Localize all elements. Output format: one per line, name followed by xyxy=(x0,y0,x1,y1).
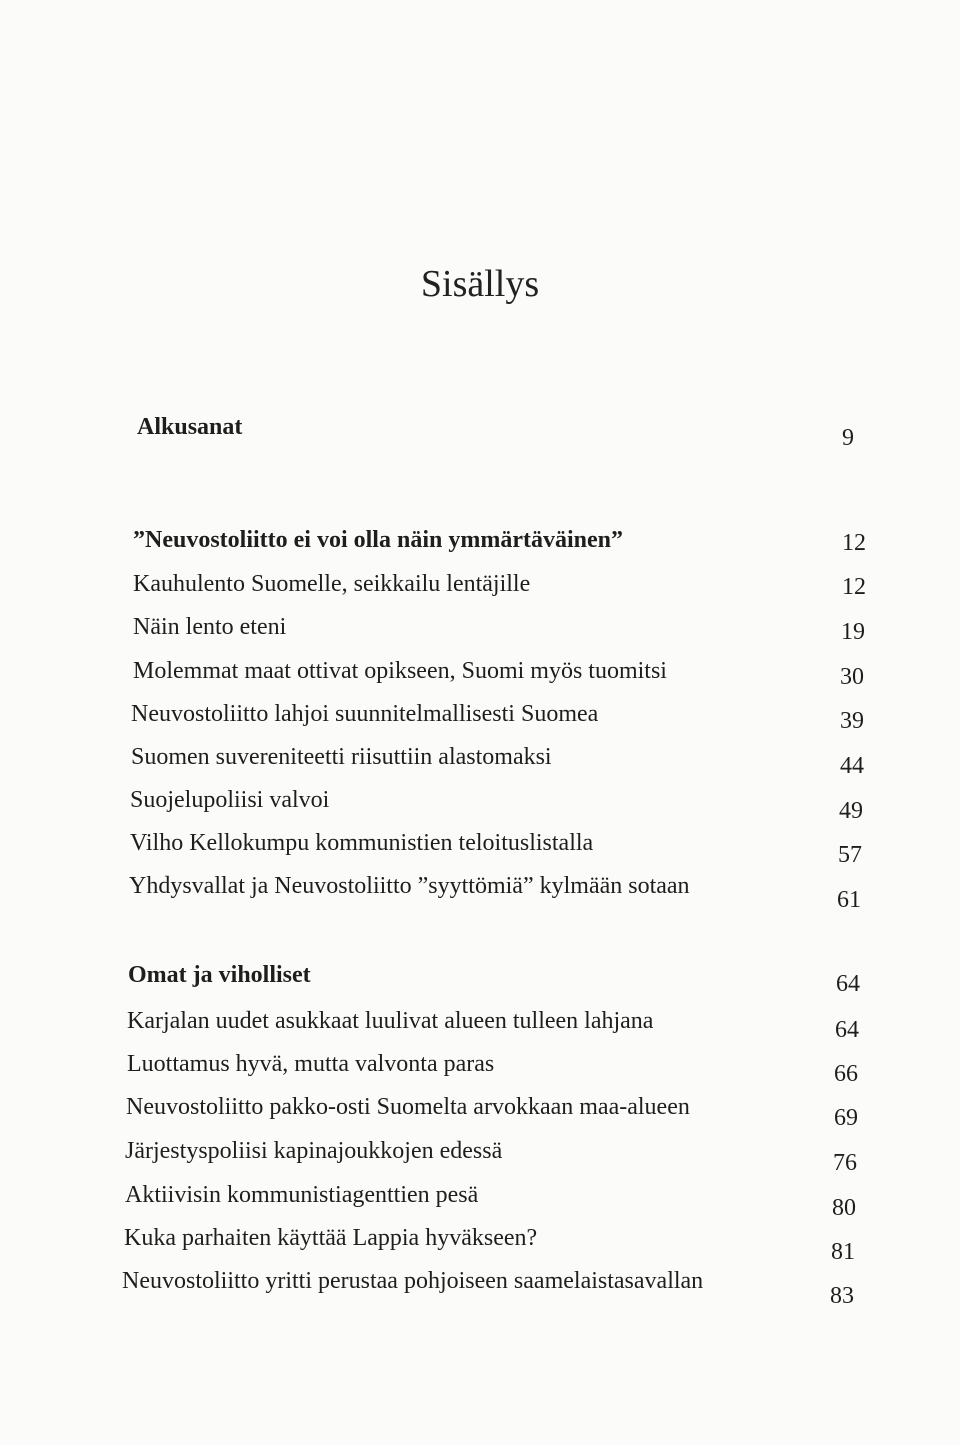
toc-entry-page: 83 xyxy=(830,1283,854,1309)
toc-entry-title: Molemmat maat ottivat opikseen, Suomi myös tuomitsi xyxy=(133,658,667,684)
toc-entry xyxy=(0,1094,960,1134)
toc-entry xyxy=(0,1008,960,1048)
toc-entry-page: 81 xyxy=(831,1239,855,1265)
toc-entry-page: 64 xyxy=(835,1017,859,1043)
toc-entry-title: Karjalan uudet asukkaat luulivat alueen tulleen lahjana xyxy=(127,1008,654,1034)
toc-section-heading xyxy=(0,527,960,567)
toc-entry-page: 39 xyxy=(840,708,864,734)
toc-entry-page: 69 xyxy=(834,1105,858,1131)
toc-entry-title: Suojelupoliisi valvoi xyxy=(130,787,330,813)
toc-entry-title: Vilho Kellokumpu kommunistien teloituslistalla xyxy=(130,830,594,856)
toc-entry-title: Suomen suvereniteetti riisuttiin alastomaksi xyxy=(131,744,552,770)
toc-entry-page: 19 xyxy=(841,619,865,645)
toc-entry-preface xyxy=(0,414,960,454)
toc-entry-title: Järjestyspoliisi kapinajoukkojen edessä xyxy=(125,1138,503,1164)
toc-entry-title: Näin lento eteni xyxy=(133,614,287,640)
toc-entry-page: 64 xyxy=(836,971,860,997)
toc-entry-page: 61 xyxy=(837,887,861,913)
toc-entry-page: 57 xyxy=(838,842,862,868)
toc-entry xyxy=(0,1051,960,1091)
toc-entry-title: Neuvostoliitto yritti perustaa pohjoiseen saamelaistasavallan xyxy=(122,1268,704,1294)
toc-entry-title: Aktiivisin kommunistiagenttien pesä xyxy=(125,1182,479,1208)
toc-entry xyxy=(0,571,960,611)
toc-entry-title: Neuvostoliitto lahjoi suunnitelmallisesti Suomea xyxy=(131,701,599,727)
toc-entry xyxy=(0,1225,960,1265)
toc-entry-title: Neuvostoliitto pakko-osti Suomelta arvokkaan maa-alueen xyxy=(126,1094,690,1120)
toc-entry xyxy=(0,744,960,784)
toc-entry xyxy=(0,614,960,654)
toc-entry-page: 80 xyxy=(832,1195,856,1221)
toc-entry-page: 49 xyxy=(839,798,863,824)
toc-entry-page: 66 xyxy=(834,1061,858,1087)
toc-entry-page: 44 xyxy=(840,753,864,779)
page-title: Sisällys xyxy=(420,263,540,305)
toc-entry xyxy=(0,873,960,913)
toc-entry-page: 30 xyxy=(840,664,864,690)
toc-entry xyxy=(0,830,960,870)
toc-entry-title: Luottamus hyvä, mutta valvonta paras xyxy=(127,1051,495,1077)
toc-entry-page: 12 xyxy=(842,574,866,600)
toc-entry-title: ”Neuvostoliitto ei voi olla näin ymmärtäväinen” xyxy=(133,527,623,553)
toc-entry xyxy=(0,701,960,741)
toc-entry-title: Omat ja viholliset xyxy=(128,962,311,988)
toc-entry-title: Kuka parhaiten käyttää Lappia hyväkseen? xyxy=(124,1225,538,1251)
toc-entry-title: Yhdysvallat ja Neuvostoliitto ”syyttömiä” kylmään sotaan xyxy=(129,873,690,899)
toc-entry xyxy=(0,1182,960,1222)
toc-entry xyxy=(0,1268,960,1308)
toc-entry-page: 12 xyxy=(842,530,866,556)
toc-entry xyxy=(0,1138,960,1178)
toc-entry-page: 9 xyxy=(842,425,854,451)
toc-entry xyxy=(0,787,960,827)
toc-entry xyxy=(0,658,960,698)
toc-entry-title: Alkusanat xyxy=(137,414,243,440)
toc-entry-page: 76 xyxy=(833,1150,857,1176)
toc-entry-title: Kauhulento Suomelle, seikkailu lentäjille xyxy=(133,571,531,597)
toc-section-heading xyxy=(0,962,960,1002)
